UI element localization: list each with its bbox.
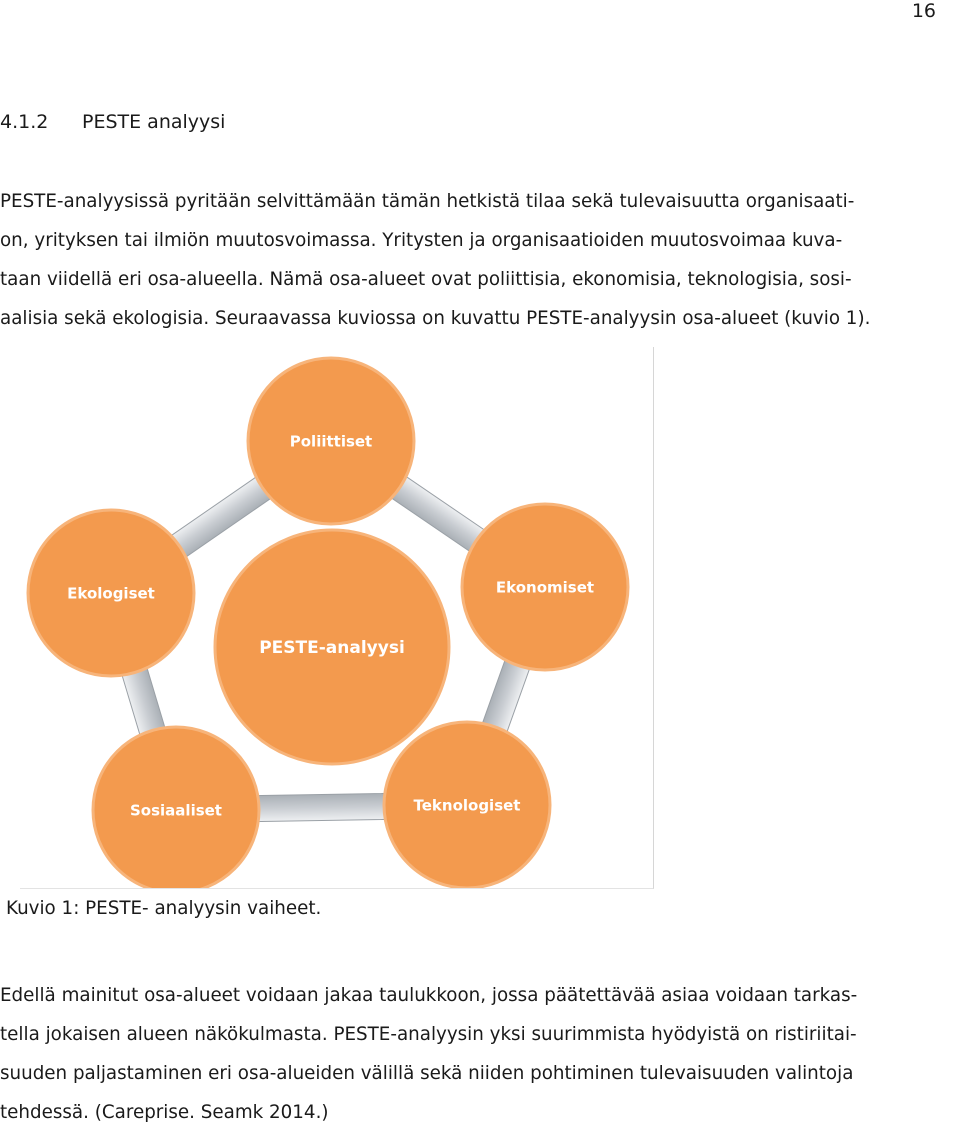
paragraph-line: on, yrityksen tai ilmiön muutosvoimassa. Yritysten ja organisaatioiden muutosvoimaa kuva- [0,230,843,251]
paragraph-line: aalisia sekä ekologisia. Seuraavassa kuviossa on kuvattu PESTE-analyysin osa-alueet (kuvio 1). [0,308,871,329]
center-circle [215,530,449,764]
node-poliittiset [248,358,414,524]
intro-paragraph [0,182,952,338]
node-ekonomiset [462,504,628,670]
figure-caption: Kuvio 1: PESTE- analyysin vaiheet. [6,898,322,919]
page-number: 16 [911,0,936,22]
paragraph-line: Edellä mainitut osa-alueet voidaan jakaa taulukkoon, jossa päätettävää asiaa voidaan tarkas- [0,985,858,1006]
node-sosiaaliset [93,727,259,888]
section-heading [0,111,225,133]
node-sosiaaliset-label: Sosiaaliset [130,801,222,820]
node-ekologiset-label: Ekologiset [67,584,155,603]
center-circle-label: PESTE-analyysi [259,637,405,658]
node-teknologiset [384,722,550,888]
paragraph-line: suuden paljastaminen eri osa-alueiden välillä sekä niiden pohtiminen tulevaisuuden valintoja [0,1063,854,1084]
paragraph-line: tella jokaisen alueen näkökulmasta. PESTE-analyysin yksi suurimmista hyödyistä on ristiriitai- [0,1024,857,1045]
node-ekologiset [28,510,194,676]
paragraph-line: PESTE-analyysissä pyritään selvittämään tämän hetkistä tilaa sekä tulevaisuutta organisaati- [0,191,855,212]
section-title: PESTE analyysi [82,111,226,133]
section-number: 4.1.2 [0,111,49,133]
peste-figure [20,347,654,889]
node-poliittiset-label: Poliittiset [289,432,373,451]
closing-paragraph [0,976,952,1132]
node-teknologiset-label: Teknologiset [413,796,521,815]
node-ekonomiset-label: Ekonomiset [495,578,595,597]
peste-diagram [20,347,653,888]
paragraph-line: taan viidellä eri osa-alueella. Nämä osa-alueet ovat poliittisia, ekonomisia, teknologisia, sosi- [0,269,852,290]
paragraph-line: tehdessä. (Careprise. Seamk 2014.) [0,1102,329,1123]
